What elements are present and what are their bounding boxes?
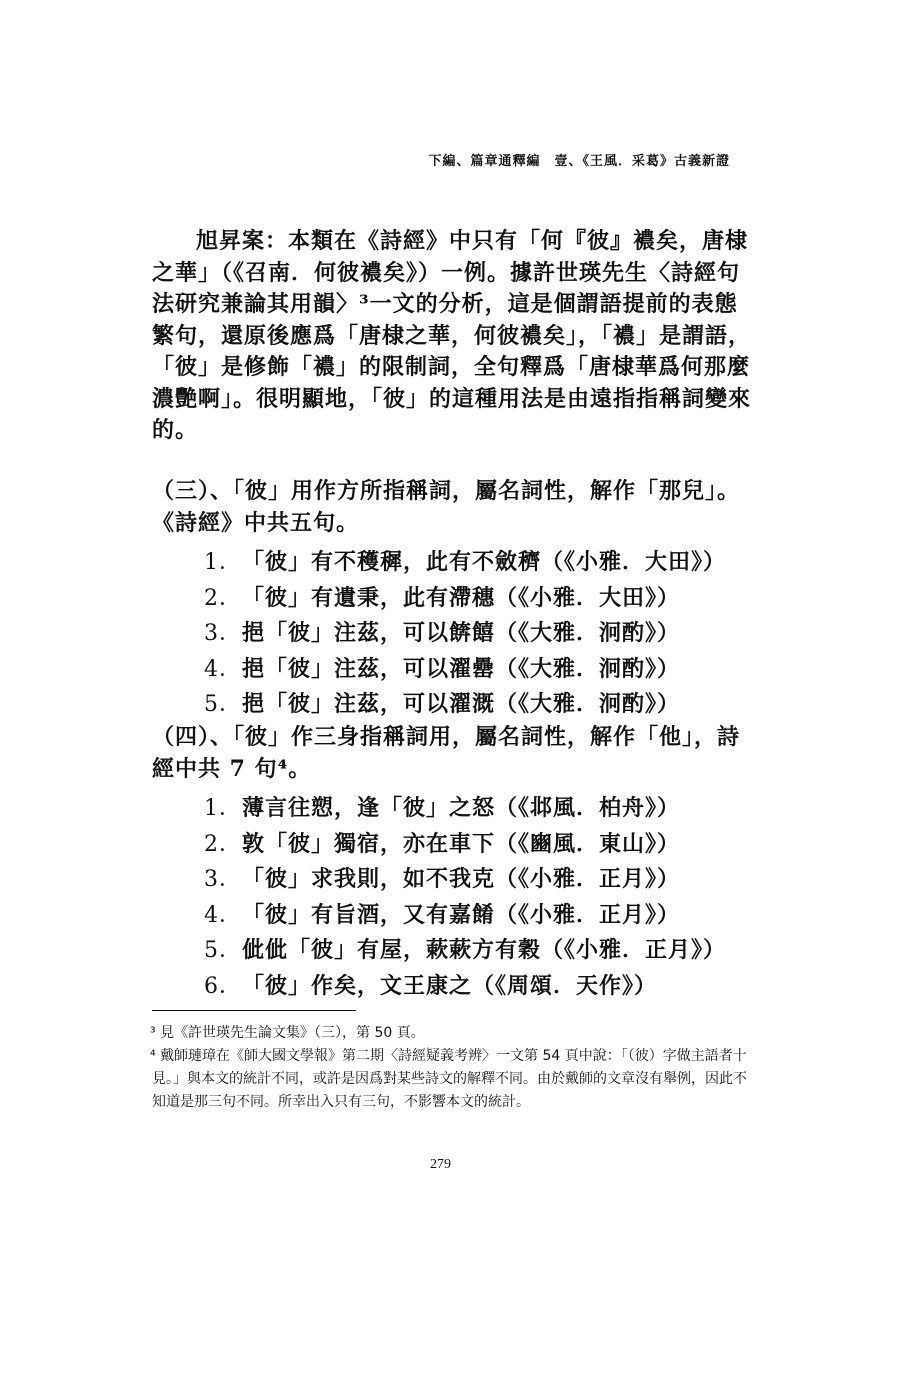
list-item: 3．挹「彼」注茲，可以餴饎（《大雅．泂酌》） [204, 620, 681, 646]
running-header: 下編、篇章通釋編 壹、《王風．采葛》古義新證 [428, 154, 730, 169]
list-item: 3．「彼」求我則，如不我克（《小雅．正月》） [204, 866, 681, 892]
page-number: 279 [430, 1157, 451, 1172]
list-item: 1．「彼」有不穫穉，此有不斂穧（《小雅．大田》） [204, 549, 727, 575]
list-item: 5．佌佌「彼」有屋，蔌蔌方有穀（《小雅．正月》） [204, 937, 727, 963]
list-item: 2．敦「彼」獨宿，亦在車下（《豳風．東山》） [204, 830, 681, 857]
list-item: 6．「彼」作矣，文王康之（《周頌．天作》） [204, 972, 658, 999]
footnotes [152, 1022, 752, 1114]
section-4-heading: （四）、「彼」作三身指稱詞用，屬名詞性，解作「他」，詩經中共 7 句⁴。 [152, 724, 741, 782]
list-item: 2．「彼」有遺秉，此有滯穗（《小雅．大田》） [204, 584, 681, 611]
footnote-4: ⁴ 戴師璉璋在《師大國文學報》第二期〈詩經疑義考辨〉一文第 54 頁中說：「（彼）字做主語者十見。」與本文的統計不同，或許是因爲對某些詩文的解釋不同。由於戴師的文章沒有舉例，因此不知道是那三句不同。所幸出入只有三句，不影響本文的統計。 [150, 1048, 747, 1110]
footnote-3: ³ 見《許世瑛先生論文集》（三），第 50 頁。 [150, 1025, 425, 1041]
list-item: 4．「彼」有旨酒，又有嘉餚（《小雅．正月》） [204, 901, 681, 928]
section-3-list [204, 545, 764, 723]
list-item: 5．挹「彼」注茲，可以濯溉（《大雅．泂酌》） [204, 691, 681, 717]
list-item: 4．挹「彼」注茲，可以濯罍（《大雅．泂酌》） [204, 655, 681, 682]
section-4-list [204, 791, 764, 1004]
paragraph-annotation: 旭昇案：本類在《詩經》中只有「何『彼』襛矣，唐棣之華」（《召南．何彼襛矣》）一例。據許世瑛先生〈詩經句法研究兼論其用韻〉³一文的分析，這是個謂語提前的表態繁句，還原後應爲「唐棣之華，何彼襛矣」，「襛」是謂語，「彼」是修飾「襛」的限制詞，全句釋爲「唐棣華爲何那麼濃艷啊」。很明顯地，「彼」的這種用法是由遠指指稱詞變來的。 [152, 228, 752, 443]
footnote-divider [152, 1010, 356, 1011]
section-3-heading: （三）、「彼」用作方所指稱詞，屬名詞性，解作「那兒」。《詩經》中共五句。 [152, 478, 741, 536]
list-item: 1．薄言往愬，逢「彼」之怒（《邶風．柏舟》） [204, 795, 681, 821]
